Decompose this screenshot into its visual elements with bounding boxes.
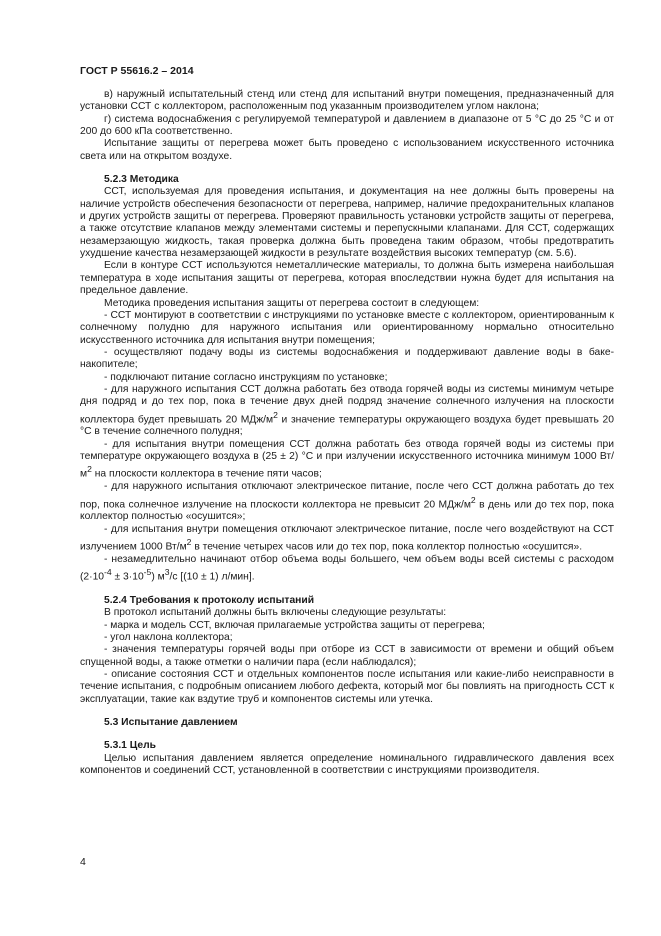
paragraph-light-source: Испытание защиты от перегрева может быть проведено с использованием искусственного источника света или на открытом воздухе. — [80, 138, 614, 162]
page-body — [80, 89, 614, 777]
list-item-brand: - марка и модель ССТ, включая прилагаемые устройства защиты от перегрева; — [104, 619, 485, 631]
list-item-indoor-power-off: - для испытания внутри помещения отключают электрическое питание, после чего воздействуют на ССТ излучением 1000 $Вт/м^2$ в течение четырех часов или до тех пор, пока коллектор полностью «осушится». — [80, 523, 614, 553]
list-item-tilt: - угол наклона коллектора; — [104, 631, 233, 643]
section-heading-5-3: 5.3 Испытание давлением — [104, 716, 238, 728]
list-item-mount: - ССТ монтируют в соответствии с инструкциями по установке вместе с коллектором, ориентированным к солнечному полудню для наружного испытания или ориентированному нормально относительно искусственного источника для испытания внутри помещения; — [80, 309, 614, 346]
section-heading-5-3-1: 5.3.1 Цель — [104, 740, 157, 752]
paragraph-check-devices: ССТ, используемая для проведения испытания, и документация на нее должны быть проверены на наличие устройств обеспечения безопасности от перегрева, например, наличие предохранительных клапанов и других устройств защиты от перегрева. Проверяют правильность установки устройств защиты от перегрева, а также отсутствие клапанов между элементами системы и перепускными клапанами. Для ССТ, содержащих незамерзающую жидкость, такая проверка должна быть проведена таким образом, чтобы предотвратить ухудшение качества незамерзающей жидкости в результате воздействия высоких температур (см. 5.6). — [80, 186, 614, 260]
paragraph-item-v: в) наружный испытательный стенд или стенд для испытаний внутри помещения, предназначенный для установки ССТ с коллектором, расположенным под указанным производителем углом наклона; — [80, 89, 614, 113]
list-item-condition: - описание состояния ССТ и отдельных компонентов после испытания или какие-либо неисправности в течение испытания, с подробным описанием любого дефекта, который мог бы повлиять на пригодность ССТ к эксплуатации, такие как вздутие труб и компонентов системы или утечка. — [80, 668, 614, 705]
page-number: 4 — [80, 856, 86, 868]
section-heading-5-2-4: 5.2.4 Требования к протоколу испытаний — [104, 594, 315, 606]
document-header: ГОСТ Р 55616.2 – 2014 — [80, 65, 194, 77]
paragraph-nonmetal: Если в контуре ССТ используются неметаллические материалы, то должна быть измерена наибольшая температура в ходе испытания защиты от перегрева, которая впоследствии нужна будет для испытания на предельное давление. — [80, 260, 614, 297]
list-item-indoor-run: - для испытания внутри помещения ССТ должна работать без отвода горячей воды из системы при температуре окружающего воздуха в (25 ± 2) °С и при излучении искусственного источника минимум 1000 $Вт/м^2$ на плоскости коллектора в течение пяти часов; — [80, 438, 614, 480]
list-item-draw-off: - незамедлительно начинают отбор объема воды большего, чем объем воды всей системы с расходом $(2\cdot 10^{-4} \pm 3\cdot 10^{-5})$ $м^3/с$ [(10 ± 1) л/мин]. — [80, 553, 614, 583]
list-item-outdoor-run: - для наружного испытания ССТ должна работать без отвода горячей воды из системы минимум четыре дня подряд и до тех пор, пока в течение двух дней подряд значение солнечного излучения на плоскости коллектора будет превышать 20 МДж/$м^2$ и значение температуры окружающего воздуха будет превышать 20 °С в течение солнечного полудня; — [80, 383, 614, 438]
list-item-power: - подключают питание согласно инструкциям по установке; — [104, 371, 388, 383]
list-item-outdoor-power-off: - для наружного испытания отключают электрическое питание, после чего ССТ должна работать до тех пор, пока солнечное излучение на плоскости коллектора не превысит 20 МДж/$м^2$ в день или до тех пор, пока коллектор полностью «осушится»; — [80, 481, 614, 523]
paragraph-pressure-goal: Целью испытания давлением является определение номинального гидравлического давления всех компонентов и соединений ССТ, установленной в соответствии с инструкциями производителя. — [80, 752, 614, 776]
paragraph-protocol-intro: В протокол испытаний должны быть включены следующие результаты: — [104, 607, 447, 619]
paragraph-item-g: г) система водоснабжения с регулируемой температурой и давлением в диапазоне от 5 °С до 25 °С и от 200 до 600 кПа соответственно. — [80, 113, 614, 138]
paragraph-method-intro: Методика проведения испытания защиты от перегрева состоит в следующем: — [104, 297, 480, 309]
section-heading-5-2-3: 5.2.3 Методика — [104, 174, 179, 186]
list-item-water-supply: - осуществляют подачу воды из системы водоснабжения и поддерживают давление воды в баке-накопителе; — [80, 346, 614, 371]
list-item-temperature: - значения температуры горячей воды при отборе из ССТ в зависимости от времени и общий объем спущенной воды, а также отметки о наличии пара (если наблюдался); — [80, 644, 614, 668]
